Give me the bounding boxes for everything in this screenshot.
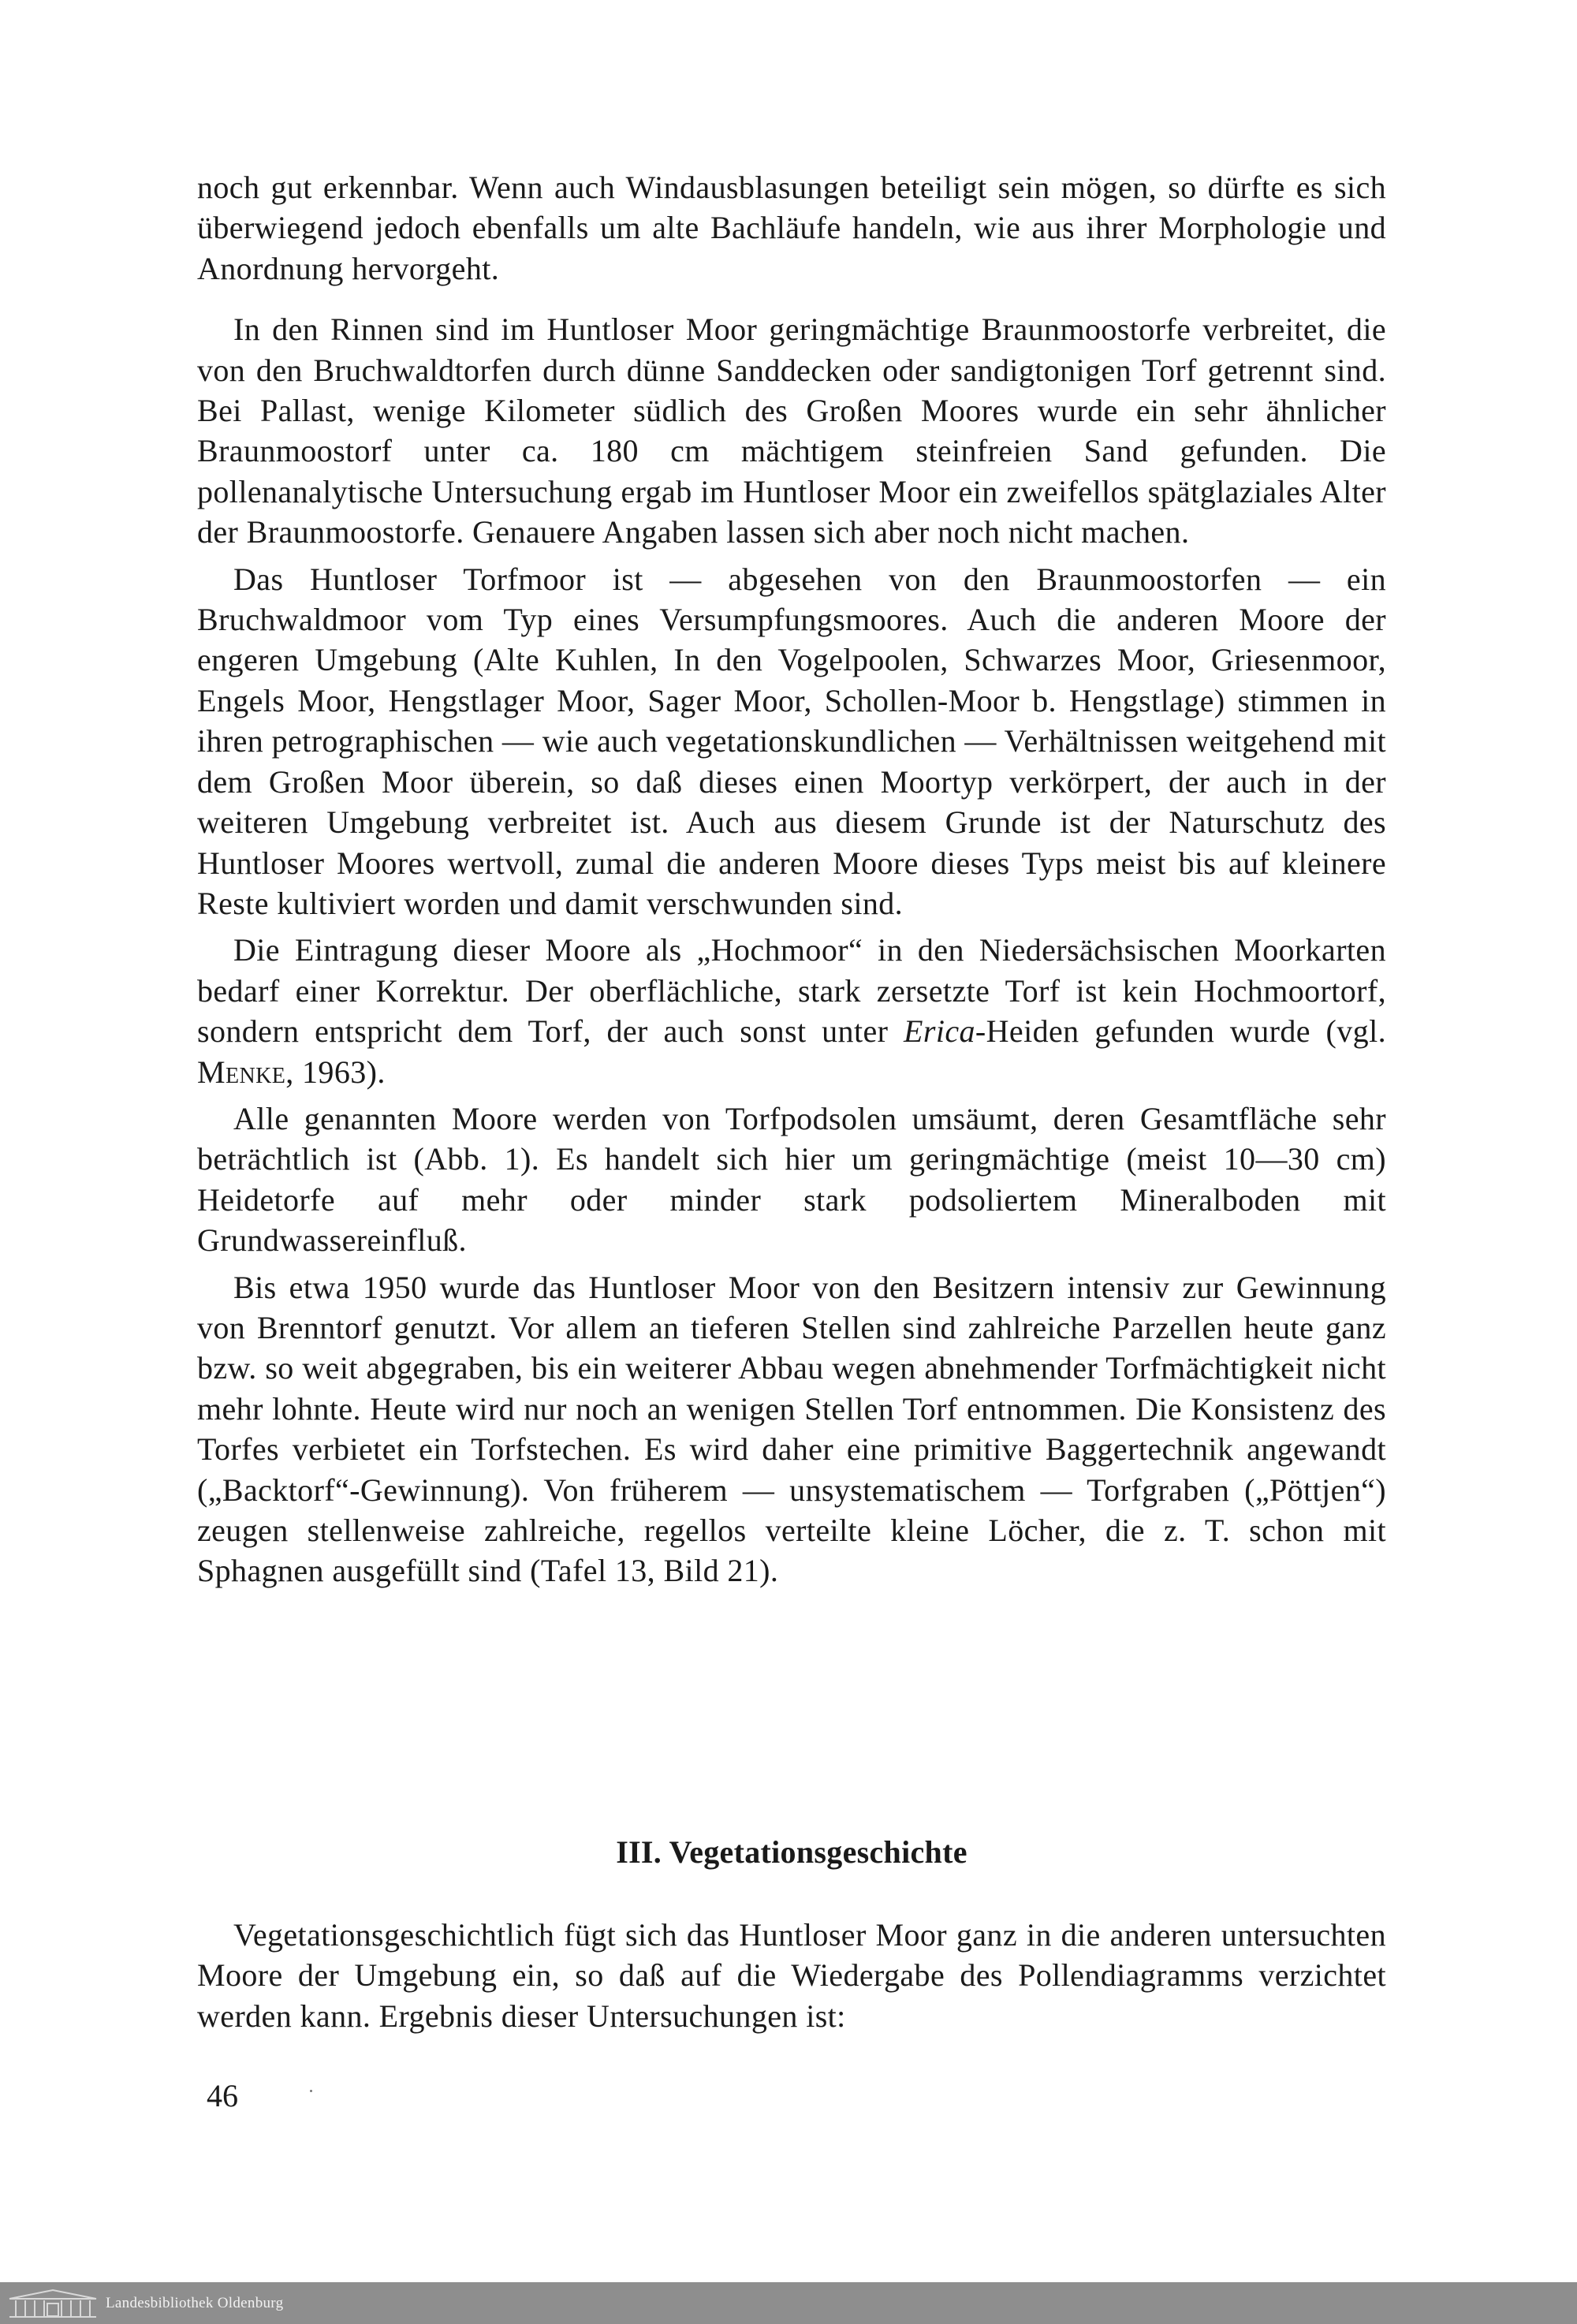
library-name: Landesbibliothek Oldenburg — [106, 2295, 284, 2311]
page-body — [197, 167, 1386, 1591]
section-heading: III. Vegetationsgeschichte — [616, 1834, 967, 1870]
paragraph-4-text-middle: -Heiden gefunden wurde (vgl. — [975, 1013, 1386, 1050]
footer-bar — [0, 2282, 1577, 2324]
paragraph-4-text-after: , 1963). — [285, 1054, 386, 1090]
paragraph-4 — [197, 930, 1386, 1092]
paragraph-3: Das Huntloser Torfmoor ist — abgesehen von den Braunmoostorfen — ein Bruchwaldmoor vom Typ eines Versumpfungsmoores. Auch die anderen Moore der engeren Umgebung (Alte Kuhlen, In den Vogelpoolen, Schwarzes Moor, Griesenmoor, Engels Moor, Hengstlager Moor, Sager Moor, Schollen-Moor b. Hengstlage) stimmen in ihren petrographischen — wie auch vegetationskundlichen — Verhältnissen weitgehend mit dem Großen Moor überein, so daß dieses einen Moortyp verkörpert, der auch in der weiteren Umgebung verbreitet ist. Auch aus diesem Grunde ist der Naturschutz des Huntloser Moores wertvoll, zumal die anderen Moore dieses Typs meist bis auf kleinere Reste kultiviert worden und damit verschwunden sind. — [197, 561, 1386, 921]
scan-speck — [310, 2090, 312, 2092]
paragraph-4-author: Menke — [197, 1054, 286, 1090]
paragraph-1: noch gut erkennbar. Wenn auch Windausblasungen beteiligt sein mögen, so dürfte es sich überwiegend jedoch ebenfalls um alte Bachläufe handeln, wie aus ihrer Morphologie und Anordnung hervorgeht. — [197, 170, 1386, 286]
paragraph-5: Alle genannten Moore werden von Torfpodsolen umsäumt, deren Gesamtfläche sehr beträchtlich ist (Abb. 1). Es handelt sich hier um geringmächtige (meist 10—30 cm) Heidetorfe auf mehr oder minder stark podsoliertem Mineralboden mit Grundwassereinfluß. — [197, 1100, 1386, 1259]
paragraph-4-text-before: Die Eintragung dieser Moore als „Hochmoor“ in den Niedersächsischen Moorkarten bedarf einer Korrektur. Der oberflächliche, stark zersetzte Torf ist kein Hochmoortorf, sondern entspricht dem Torf, der auch sonst unter — [197, 932, 1386, 1050]
paragraph-2: In den Rinnen sind im Huntloser Moor geringmächtige Braunmoostorfe verbreitet, die von den Bruchwaldtorfen durch dünne Sanddecken oder sandigtonigen Torf getrennt sind. Bei Pallast, wenige Kilometer südlich des Großen Moores wurde ein sehr ähnlicher Braunmoostorf unter ca. 180 cm mächtigem steinfreien Sand gefunden. Die pollenanalytische Untersuchung ergab im Huntloser Moor ein zweifellos spätglaziales Alter der Braunmoostorfe. Genauere Angaben lassen sich aber noch nicht machen. — [197, 311, 1386, 550]
page-number: 46 — [207, 2078, 238, 2113]
paragraph-6: Bis etwa 1950 wurde das Huntloser Moor von den Besitzern intensiv zur Gewinnung von Brenntorf genutzt. Vor allem an tieferen Stellen sind zahlreiche Parzellen heute ganz bzw. so weit abgegraben, bis ein weiterer Abbau wegen abnehmender Torfmächtigkeit nicht mehr lohnte. Heute wird nur noch an wenigen Stellen Torf entnommen. Die Konsistenz des Torfes verbietet ein Torfstechen. Es wird daher eine primitive Baggertechnik angewandt („Backtorf“-Gewinnung). Von früherem — unsystematischem — Torfgraben („Pöttjen“) zeugen stellenweise zahlreiche, regellos verteilte kleine Löcher, die z. T. schon mit Sphagnen ausgefüllt sind (Tafel 13, Bild 21). — [197, 1269, 1386, 1589]
section-paragraph: Vegetationsgeschichtlich fügt sich das Huntloser Moor ganz in die anderen untersuchten Moore der Umgebung ein, so daß auf die Wiedergabe des Pollendiagramms verzichtet werden kann. Ergebnis dieser Untersuchungen ist: — [197, 1917, 1386, 2034]
section-body — [197, 1915, 1386, 2036]
paragraph-4-italic-term: Erica — [904, 1013, 975, 1050]
library-building-icon — [6, 2288, 99, 2319]
